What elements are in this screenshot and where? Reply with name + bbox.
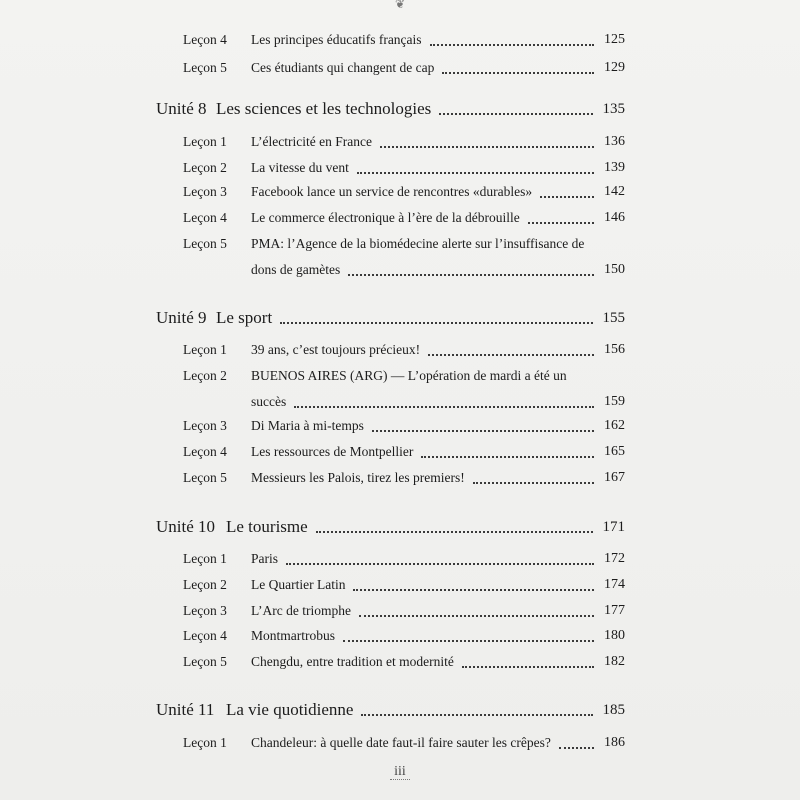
dot-leader — [439, 111, 592, 115]
lesson-label: Leçon 4 — [183, 32, 227, 47]
dot-leader — [442, 70, 594, 74]
unit-label: Unité 11 — [156, 700, 215, 719]
toc-lesson-row — [0, 338, 800, 362]
dot-leader — [421, 454, 594, 458]
lesson-label: Leçon 3 — [183, 184, 227, 199]
dot-leader — [361, 712, 592, 716]
page-footer — [0, 760, 800, 784]
page-ref: 146 — [604, 210, 625, 225]
lesson-title: Messieurs les Palois, tirez les premiers! — [251, 470, 465, 485]
unit-label: Unité 9 — [156, 308, 207, 327]
dot-leader — [294, 404, 594, 408]
toc-lesson-row — [0, 56, 800, 80]
lesson-label: Leçon 1 — [183, 134, 227, 149]
lesson-title: Chengdu, entre tradition et modernité — [251, 654, 454, 669]
toc-lesson-row — [0, 547, 800, 571]
toc-lesson-row — [0, 232, 800, 256]
lesson-label: Leçon 4 — [183, 210, 227, 225]
lesson-title: 39 ans, c’est toujours précieux! — [251, 342, 421, 357]
dot-leader — [430, 42, 594, 46]
page-ref: 135 — [602, 101, 625, 117]
unit-label: Unité 8 — [156, 99, 207, 118]
dot-leader — [372, 428, 594, 432]
page-ref: 142 — [604, 184, 625, 199]
lesson-title: Montmartrobus — [251, 628, 335, 643]
page-ref: 155 — [602, 310, 625, 326]
toc-lesson-row — [0, 28, 800, 52]
toc-unit-row — [0, 698, 800, 722]
page-ref: 165 — [604, 444, 625, 459]
lesson-title: BUENOS AIRES (ARG) — L’opération de mardi a été un — [251, 368, 567, 383]
lesson-title: Ces étudiants qui changent de cap — [251, 60, 435, 75]
page-ref: 174 — [604, 577, 625, 592]
top-ornament: ❦ — [394, 0, 406, 11]
page-ref: 186 — [604, 735, 625, 750]
unit-title: Le sport — [216, 308, 273, 327]
dot-leader — [559, 745, 594, 749]
toc-lesson-row — [0, 650, 800, 674]
lesson-title: Di Maria à mi-temps — [251, 418, 364, 433]
toc-unit-row — [0, 306, 800, 330]
dot-leader — [357, 170, 594, 174]
toc-lesson-row — [0, 258, 800, 282]
unit-label: Unité 10 — [156, 517, 216, 536]
lesson-label: Leçon 3 — [183, 418, 227, 433]
dot-leader — [462, 664, 594, 668]
toc-unit-row — [0, 515, 800, 539]
dot-leader — [380, 144, 594, 148]
page-ref: 180 — [604, 628, 625, 643]
dot-leader — [348, 272, 594, 276]
page-ref: 172 — [604, 551, 625, 566]
lesson-label: Leçon 5 — [183, 654, 227, 669]
dot-leader — [359, 613, 594, 617]
lesson-title: L’électricité en France — [251, 134, 372, 149]
dot-leader — [528, 220, 594, 224]
lesson-title: Les principes éducatifs français — [251, 32, 422, 47]
page-number: iii — [390, 764, 410, 780]
lesson-label: Leçon 2 — [183, 368, 227, 383]
dot-leader — [473, 480, 594, 484]
lesson-label: Leçon 1 — [183, 735, 227, 750]
lesson-title: L’Arc de triomphe — [251, 603, 351, 618]
toc-lesson-row — [0, 180, 800, 204]
page-ref: 150 — [604, 262, 625, 277]
lesson-title: Paris — [251, 551, 278, 566]
toc-lesson-row — [0, 731, 800, 755]
toc-lesson-row — [0, 624, 800, 648]
page-ref: 156 — [604, 342, 625, 357]
dot-leader — [316, 529, 593, 533]
dot-leader — [343, 638, 594, 642]
toc-lesson-row — [0, 390, 800, 414]
dot-leader — [428, 352, 594, 356]
lesson-title: Facebook lance un service de rencontres «durables» — [251, 184, 533, 199]
toc-lesson-row — [0, 364, 800, 388]
toc-lesson-row — [0, 599, 800, 623]
lesson-label: Leçon 5 — [183, 470, 227, 485]
lesson-label: Leçon 1 — [183, 551, 227, 566]
toc-lesson-row — [0, 414, 800, 438]
dot-leader — [280, 320, 592, 324]
page-ref: 182 — [604, 654, 625, 669]
unit-title: Les sciences et les technologies — [216, 99, 432, 118]
lesson-label: Leçon 5 — [183, 60, 227, 75]
lesson-title: PMA: l’Agence de la biomédecine alerte sur l’insuffisance de — [251, 236, 585, 251]
toc-lesson-row — [0, 573, 800, 597]
toc-lesson-row — [0, 156, 800, 180]
toc-lesson-row — [0, 206, 800, 230]
dot-leader — [353, 587, 594, 591]
lesson-label: Leçon 2 — [183, 577, 227, 592]
lesson-title: Les ressources de Montpellier — [251, 444, 414, 459]
lesson-label: Leçon 2 — [183, 160, 227, 175]
lesson-label: Leçon 4 — [183, 444, 227, 459]
toc-lesson-row — [0, 466, 800, 490]
lesson-title: Le Quartier Latin — [251, 577, 346, 592]
lesson-title: Chandeleur: à quelle date faut-il faire sauter les crêpes? — [251, 735, 551, 750]
dot-leader — [286, 561, 594, 565]
toc-lesson-row — [0, 440, 800, 464]
lesson-label: Leçon 5 — [183, 236, 227, 251]
unit-title: La vie quotidienne — [226, 700, 354, 719]
page-ref: 171 — [602, 519, 625, 535]
page-ref: 177 — [604, 603, 625, 618]
page-ref: 125 — [604, 32, 625, 47]
page-ref: 162 — [604, 418, 625, 433]
dot-leader — [540, 194, 594, 198]
lesson-title: succès — [251, 394, 287, 409]
page-ref: 185 — [602, 702, 625, 718]
toc-lesson-row — [0, 130, 800, 154]
toc-unit-row — [0, 97, 800, 121]
page-ref: 139 — [604, 160, 625, 175]
page-ref: 129 — [604, 60, 625, 75]
page-ref: 167 — [604, 470, 625, 485]
unit-title: Le tourisme — [226, 517, 308, 536]
lesson-label: Leçon 1 — [183, 342, 227, 357]
lesson-title: dons de gamètes — [251, 262, 341, 277]
lesson-title: Le commerce électronique à l’ère de la débrouille — [251, 210, 520, 225]
lesson-label: Leçon 4 — [183, 628, 227, 643]
lesson-title: La vitesse du vent — [251, 160, 349, 175]
lesson-label: Leçon 3 — [183, 603, 227, 618]
page-ref: 159 — [604, 394, 625, 409]
page-ref: 136 — [604, 134, 625, 149]
